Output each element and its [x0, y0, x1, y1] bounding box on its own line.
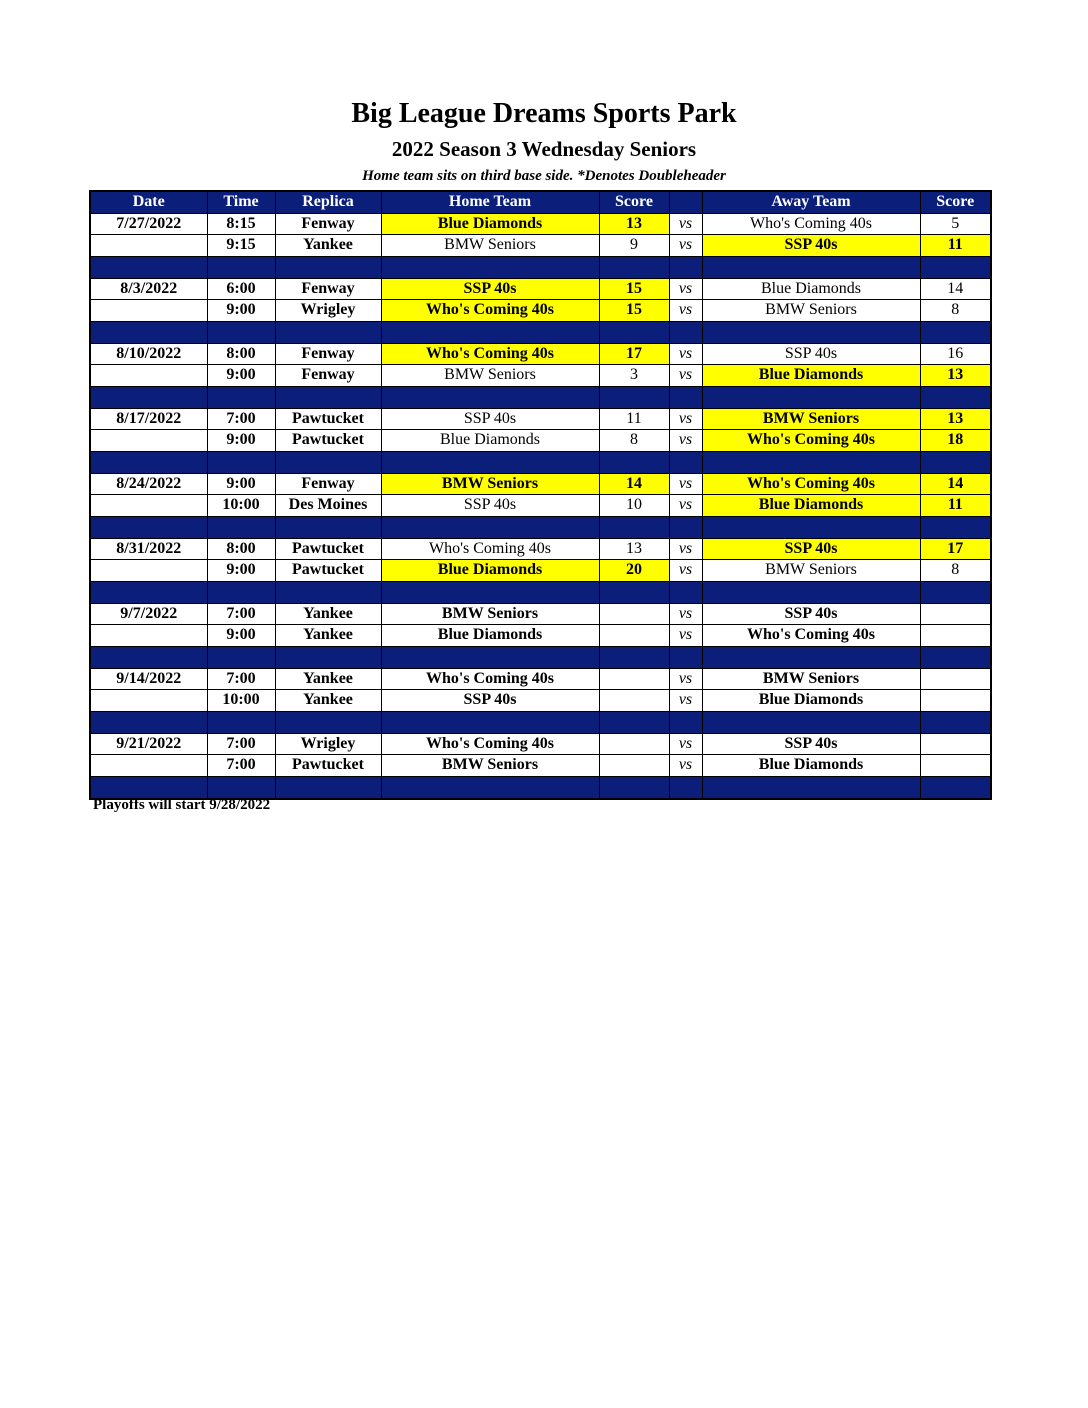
game-time: 9:00: [207, 300, 275, 322]
separator-cell: [90, 711, 207, 733]
separator-cell: [381, 386, 599, 408]
separator-cell: [381, 256, 599, 278]
away-team: BMW Seniors: [702, 560, 920, 582]
separator-cell: [381, 711, 599, 733]
separator-cell: [207, 321, 275, 343]
home-team: Blue Diamonds: [381, 213, 599, 235]
home-score: [599, 625, 669, 647]
game-date: 9/7/2022: [90, 603, 207, 625]
home-score: 15: [599, 278, 669, 300]
separator-cell: [381, 321, 599, 343]
away-team: Who's Coming 40s: [702, 213, 920, 235]
away-team: Blue Diamonds: [702, 365, 920, 387]
game-time: 8:00: [207, 538, 275, 560]
game-replica: Fenway: [275, 278, 381, 300]
game-date: 8/24/2022: [90, 473, 207, 495]
away-team: Blue Diamonds: [702, 690, 920, 712]
away-score: [920, 690, 991, 712]
separator-cell: [920, 711, 991, 733]
separator-cell: [920, 451, 991, 473]
separator-cell: [275, 646, 381, 668]
game-date: [90, 235, 207, 257]
away-score: [920, 603, 991, 625]
col-header-home-score: Score: [599, 191, 669, 213]
separator-cell: [702, 581, 920, 603]
game-time: 8:15: [207, 213, 275, 235]
table-row: [90, 473, 991, 495]
away-score: 5: [920, 213, 991, 235]
game-replica: Yankee: [275, 625, 381, 647]
away-team: Who's Coming 40s: [702, 625, 920, 647]
separator-cell: [381, 646, 599, 668]
separator-cell: [920, 516, 991, 538]
home-team: BMW Seniors: [381, 235, 599, 257]
separator-cell: [702, 711, 920, 733]
separator-cell: [275, 386, 381, 408]
vs-label: vs: [669, 300, 702, 322]
week-separator-row: [90, 386, 991, 408]
away-score: 16: [920, 343, 991, 365]
home-team: Blue Diamonds: [381, 560, 599, 582]
game-time: 9:00: [207, 473, 275, 495]
away-team: Who's Coming 40s: [702, 473, 920, 495]
schedule-note: Home team sits on third base side. *Denotes Doubleheader: [362, 168, 726, 184]
home-score: 10: [599, 495, 669, 517]
col-header-replica: Replica: [275, 191, 381, 213]
game-time: 7:00: [207, 733, 275, 755]
home-team: Who's Coming 40s: [381, 343, 599, 365]
separator-cell: [669, 451, 702, 473]
home-score: 11: [599, 408, 669, 430]
vs-label: vs: [669, 690, 702, 712]
away-team: Who's Coming 40s: [702, 430, 920, 452]
game-time: 9:00: [207, 560, 275, 582]
away-team: Blue Diamonds: [702, 755, 920, 777]
game-time: 9:00: [207, 365, 275, 387]
away-team: SSP 40s: [702, 343, 920, 365]
game-date: 7/27/2022: [90, 213, 207, 235]
home-score: [599, 668, 669, 690]
separator-cell: [275, 711, 381, 733]
vs-label: vs: [669, 473, 702, 495]
game-date: [90, 560, 207, 582]
home-score: 14: [599, 473, 669, 495]
game-replica: Fenway: [275, 213, 381, 235]
vs-label: vs: [669, 213, 702, 235]
col-header-time: Time: [207, 191, 275, 213]
schedule-body: [90, 213, 991, 799]
separator-cell: [275, 256, 381, 278]
vs-label: vs: [669, 278, 702, 300]
col-header-away-team: Away Team: [702, 191, 920, 213]
home-score: [599, 733, 669, 755]
week-separator-row: [90, 451, 991, 473]
vs-label: vs: [669, 603, 702, 625]
game-replica: Pawtucket: [275, 408, 381, 430]
away-team: Blue Diamonds: [702, 278, 920, 300]
game-date: [90, 625, 207, 647]
separator-cell: [599, 711, 669, 733]
game-date: [90, 690, 207, 712]
separator-cell: [207, 776, 275, 799]
table-row: [90, 538, 991, 560]
game-replica: Pawtucket: [275, 538, 381, 560]
away-score: 11: [920, 235, 991, 257]
separator-cell: [90, 256, 207, 278]
game-time: 7:00: [207, 603, 275, 625]
away-score: 18: [920, 430, 991, 452]
separator-cell: [381, 776, 599, 799]
week-separator-row: [90, 711, 991, 733]
separator-cell: [90, 386, 207, 408]
home-score: 3: [599, 365, 669, 387]
table-row: [90, 560, 991, 582]
separator-cell: [599, 646, 669, 668]
home-team: SSP 40s: [381, 278, 599, 300]
separator-cell: [702, 646, 920, 668]
separator-cell: [381, 451, 599, 473]
separator-cell: [207, 386, 275, 408]
vs-label: vs: [669, 343, 702, 365]
game-time: 9:00: [207, 430, 275, 452]
col-header-home-team: Home Team: [381, 191, 599, 213]
separator-cell: [669, 581, 702, 603]
game-date: 8/31/2022: [90, 538, 207, 560]
separator-cell: [207, 256, 275, 278]
game-replica: Wrigley: [275, 300, 381, 322]
game-replica: Pawtucket: [275, 755, 381, 777]
game-time: 8:00: [207, 343, 275, 365]
separator-cell: [90, 516, 207, 538]
home-team: Who's Coming 40s: [381, 300, 599, 322]
table-row: [90, 213, 991, 235]
vs-label: vs: [669, 668, 702, 690]
away-team: Blue Diamonds: [702, 495, 920, 517]
table-row: [90, 690, 991, 712]
game-date: 9/21/2022: [90, 733, 207, 755]
table-row: [90, 625, 991, 647]
home-team: Who's Coming 40s: [381, 668, 599, 690]
separator-cell: [920, 256, 991, 278]
separator-cell: [90, 581, 207, 603]
table-row: [90, 408, 991, 430]
game-time: 10:00: [207, 495, 275, 517]
separator-cell: [90, 646, 207, 668]
game-replica: Fenway: [275, 473, 381, 495]
game-date: 8/3/2022: [90, 278, 207, 300]
separator-cell: [90, 451, 207, 473]
home-team: BMW Seniors: [381, 755, 599, 777]
home-score: [599, 690, 669, 712]
away-team: SSP 40s: [702, 235, 920, 257]
away-team: BMW Seniors: [702, 408, 920, 430]
away-team: BMW Seniors: [702, 300, 920, 322]
home-team: BMW Seniors: [381, 365, 599, 387]
game-date: [90, 495, 207, 517]
game-date: [90, 430, 207, 452]
away-score: 8: [920, 560, 991, 582]
week-separator-row: [90, 321, 991, 343]
separator-cell: [702, 516, 920, 538]
separator-cell: [207, 711, 275, 733]
separator-cell: [599, 581, 669, 603]
home-score: 20: [599, 560, 669, 582]
separator-cell: [702, 776, 920, 799]
away-team: BMW Seniors: [702, 668, 920, 690]
home-score: [599, 603, 669, 625]
away-score: 8: [920, 300, 991, 322]
home-score: [599, 755, 669, 777]
game-date: 8/10/2022: [90, 343, 207, 365]
table-row: [90, 668, 991, 690]
away-score: [920, 755, 991, 777]
table-row: [90, 495, 991, 517]
home-team: Who's Coming 40s: [381, 538, 599, 560]
game-date: 9/14/2022: [90, 668, 207, 690]
separator-cell: [275, 451, 381, 473]
away-team: SSP 40s: [702, 603, 920, 625]
away-score: 14: [920, 278, 991, 300]
away-score: [920, 733, 991, 755]
separator-cell: [599, 256, 669, 278]
separator-cell: [669, 646, 702, 668]
game-time: 6:00: [207, 278, 275, 300]
game-time: 9:15: [207, 235, 275, 257]
separator-cell: [669, 516, 702, 538]
game-time: 7:00: [207, 408, 275, 430]
game-time: 7:00: [207, 668, 275, 690]
vs-label: vs: [669, 235, 702, 257]
game-replica: Wrigley: [275, 733, 381, 755]
col-header-vs: [669, 191, 702, 213]
vs-label: vs: [669, 538, 702, 560]
separator-cell: [381, 581, 599, 603]
away-score: 13: [920, 365, 991, 387]
home-score: 13: [599, 538, 669, 560]
table-row: [90, 278, 991, 300]
week-separator-row: [90, 776, 991, 799]
week-separator-row: [90, 581, 991, 603]
home-team: SSP 40s: [381, 408, 599, 430]
away-score: 13: [920, 408, 991, 430]
vs-label: vs: [669, 408, 702, 430]
away-team: SSP 40s: [702, 538, 920, 560]
table-row: [90, 733, 991, 755]
table-row: [90, 430, 991, 452]
game-replica: Yankee: [275, 235, 381, 257]
separator-cell: [275, 776, 381, 799]
separator-cell: [669, 711, 702, 733]
vs-label: vs: [669, 755, 702, 777]
home-score: 15: [599, 300, 669, 322]
home-team: Blue Diamonds: [381, 430, 599, 452]
separator-cell: [599, 516, 669, 538]
separator-cell: [920, 646, 991, 668]
separator-cell: [207, 581, 275, 603]
home-team: BMW Seniors: [381, 473, 599, 495]
separator-cell: [599, 451, 669, 473]
away-score: [920, 625, 991, 647]
week-separator-row: [90, 516, 991, 538]
game-replica: Des Moines: [275, 495, 381, 517]
page-title: Big League Dreams Sports Park: [351, 98, 737, 129]
separator-cell: [702, 256, 920, 278]
game-replica: Yankee: [275, 668, 381, 690]
week-separator-row: [90, 256, 991, 278]
game-replica: Pawtucket: [275, 560, 381, 582]
game-time: 7:00: [207, 755, 275, 777]
separator-cell: [599, 776, 669, 799]
home-score: 9: [599, 235, 669, 257]
separator-cell: [920, 321, 991, 343]
game-date: [90, 365, 207, 387]
away-score: [920, 668, 991, 690]
home-score: 8: [599, 430, 669, 452]
vs-label: vs: [669, 625, 702, 647]
separator-cell: [275, 321, 381, 343]
game-date: [90, 755, 207, 777]
col-header-date: Date: [90, 191, 207, 213]
home-score: 17: [599, 343, 669, 365]
separator-cell: [669, 256, 702, 278]
vs-label: vs: [669, 733, 702, 755]
playoffs-note: Playoffs will start 9/28/2022: [93, 797, 271, 813]
table-row: [90, 365, 991, 387]
game-date: [90, 300, 207, 322]
separator-cell: [207, 516, 275, 538]
away-score: 14: [920, 473, 991, 495]
separator-cell: [381, 516, 599, 538]
separator-cell: [207, 451, 275, 473]
vs-label: vs: [669, 430, 702, 452]
page-subtitle: 2022 Season 3 Wednesday Seniors: [391, 137, 697, 161]
separator-cell: [920, 776, 991, 799]
schedule-table: [89, 190, 992, 800]
table-row: [90, 603, 991, 625]
game-time: 10:00: [207, 690, 275, 712]
separator-cell: [669, 776, 702, 799]
game-replica: Fenway: [275, 365, 381, 387]
table-row: [90, 300, 991, 322]
game-date: 8/17/2022: [90, 408, 207, 430]
game-replica: Yankee: [275, 603, 381, 625]
header-row: [90, 191, 991, 213]
separator-cell: [599, 386, 669, 408]
game-replica: Fenway: [275, 343, 381, 365]
home-team: Blue Diamonds: [381, 625, 599, 647]
separator-cell: [275, 581, 381, 603]
separator-cell: [702, 451, 920, 473]
separator-cell: [702, 386, 920, 408]
home-score: 13: [599, 213, 669, 235]
away-team: SSP 40s: [702, 733, 920, 755]
vs-label: vs: [669, 495, 702, 517]
separator-cell: [599, 321, 669, 343]
separator-cell: [920, 386, 991, 408]
separator-cell: [90, 776, 207, 799]
home-team: BMW Seniors: [381, 603, 599, 625]
home-team: SSP 40s: [381, 690, 599, 712]
game-replica: Yankee: [275, 690, 381, 712]
separator-cell: [669, 386, 702, 408]
week-separator-row: [90, 646, 991, 668]
separator-cell: [275, 516, 381, 538]
home-team: Who's Coming 40s: [381, 733, 599, 755]
table-row: [90, 343, 991, 365]
vs-label: vs: [669, 560, 702, 582]
away-score: 17: [920, 538, 991, 560]
game-time: 9:00: [207, 625, 275, 647]
away-score: 11: [920, 495, 991, 517]
col-header-away-score: Score: [920, 191, 991, 213]
separator-cell: [702, 321, 920, 343]
separator-cell: [90, 321, 207, 343]
separator-cell: [207, 646, 275, 668]
home-team: SSP 40s: [381, 495, 599, 517]
vs-label: vs: [669, 365, 702, 387]
separator-cell: [920, 581, 991, 603]
game-replica: Pawtucket: [275, 430, 381, 452]
separator-cell: [669, 321, 702, 343]
table-row: [90, 755, 991, 777]
table-row: [90, 235, 991, 257]
